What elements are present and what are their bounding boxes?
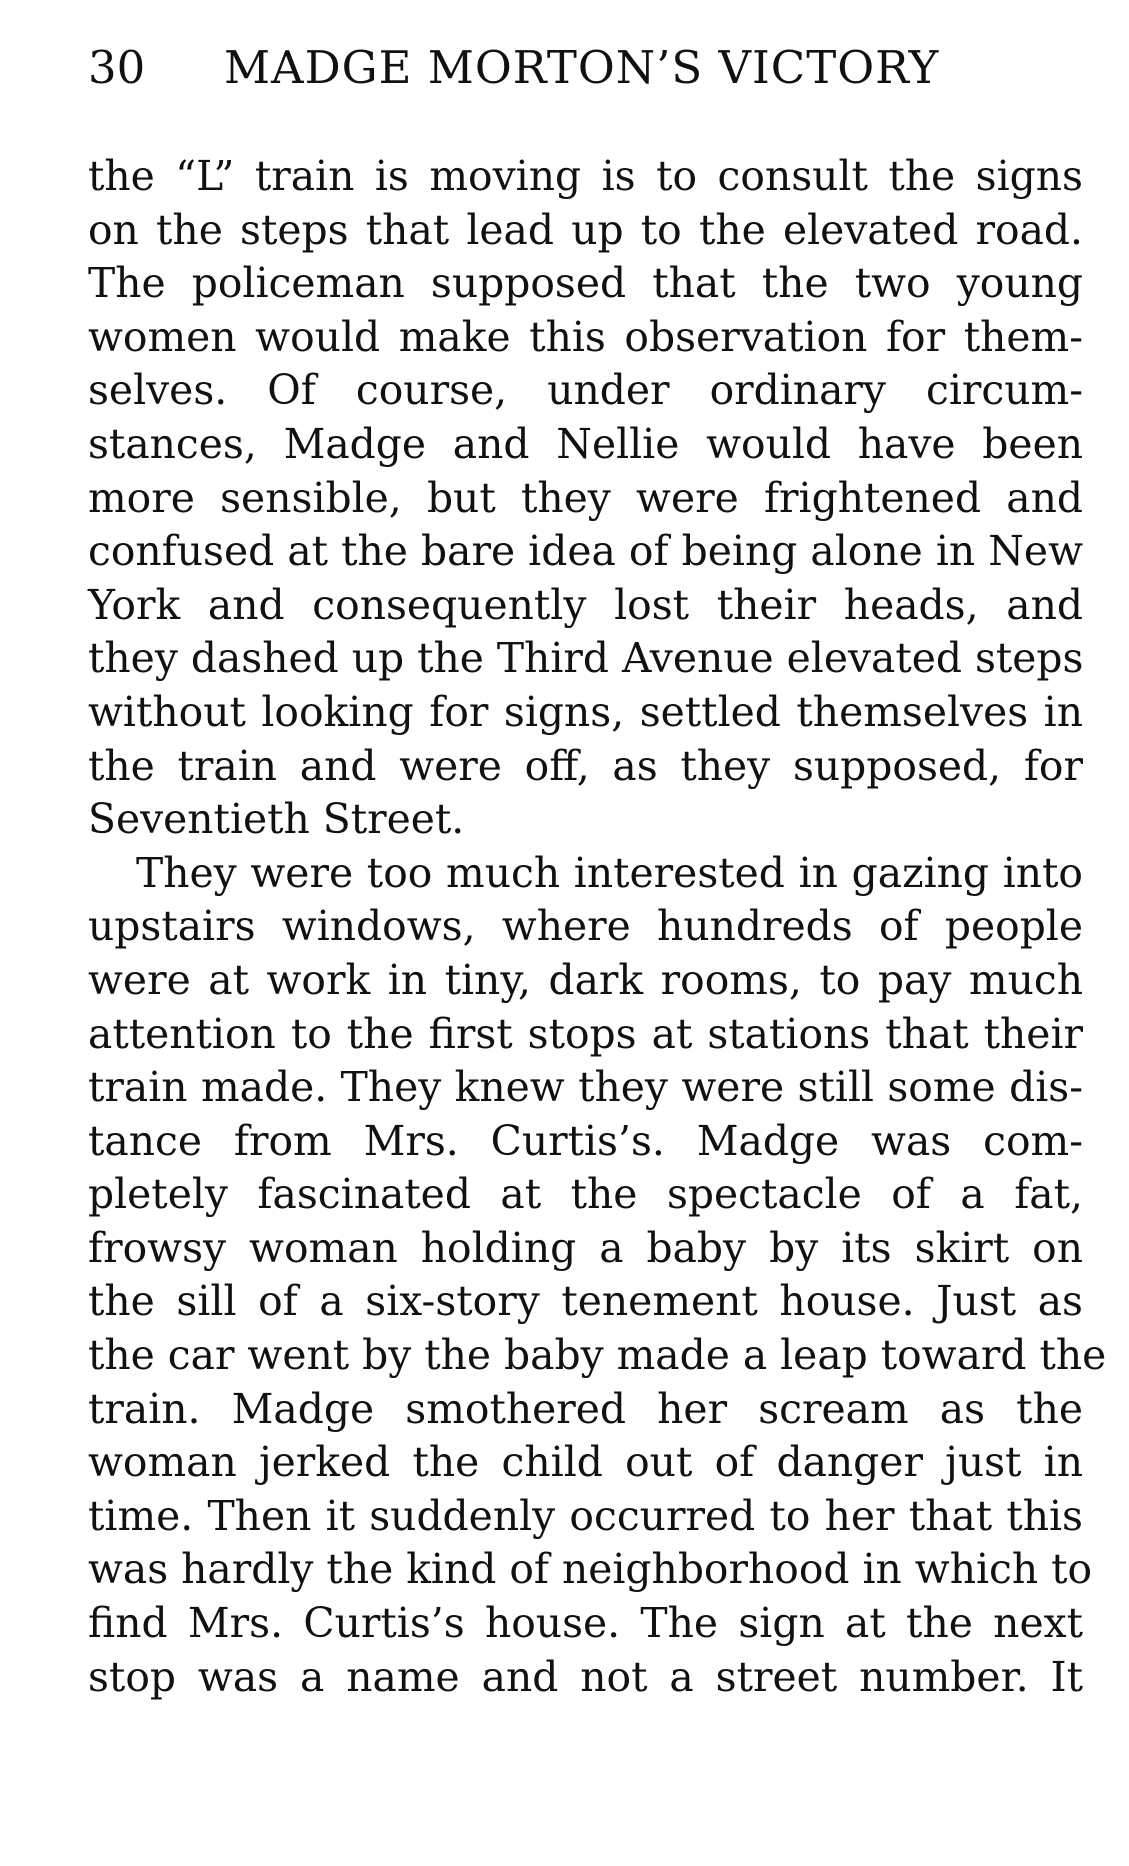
text-line: selves. Of course, under ordinary circum-: [88, 366, 1083, 415]
text-line: more sensible, but they were frightened and: [88, 473, 1083, 522]
text-line: tance from Mrs. Curtis’s. Madge was com-: [88, 1116, 1083, 1165]
running-title: MADGE MORTON’S VICTORY: [224, 41, 940, 94]
running-header: [88, 38, 1088, 98]
text-line: The policeman supposed that the two young: [88, 259, 1083, 308]
text-line: Seventieth Street.: [88, 795, 465, 844]
text-line: the “L” train is moving is to consult the signs: [88, 152, 1083, 200]
text-line: confused at the bare idea of being alone in New: [88, 527, 1083, 576]
text-line: the car went by the baby made a leap toward the: [88, 1331, 1107, 1380]
text-line: time. Then it suddenly occurred to her that this: [88, 1491, 1083, 1540]
body-text: [88, 150, 1107, 1704]
text-line: they dashed up the Third Avenue elevated steps: [88, 634, 1084, 683]
paragraph-1: [88, 150, 1083, 847]
text-line: pletely fascinated at the spectacle of a fat,: [88, 1170, 1083, 1219]
text-line: women would make this observation for them-: [88, 312, 1083, 361]
text-line: frowsy woman holding a baby by its skirt on: [88, 1223, 1083, 1272]
text-line: on the steps that lead up to the elevated road.: [88, 205, 1083, 254]
text-line: York and consequently lost their heads, and: [88, 580, 1083, 629]
text-line: the sill of a six-story tenement house. Just as: [88, 1277, 1083, 1326]
text-line: They were too much interested in gazing into: [136, 848, 1083, 897]
text-line: train made. They knew they were still some dis-: [88, 1063, 1083, 1112]
text-line: stances, Madge and Nellie would have been: [88, 419, 1083, 468]
text-line: the train and were off, as they supposed, for: [88, 741, 1083, 790]
text-line: find Mrs. Curtis’s house. The sign at the next: [88, 1599, 1083, 1648]
text-line: attention to the first stops at stations that their: [88, 1009, 1083, 1058]
text-line: stop was a name and not a street number. It: [88, 1652, 1083, 1701]
text-line: upstairs windows, where hundreds of people: [88, 902, 1083, 951]
paragraph-2: [88, 847, 1107, 1705]
text-line: were at work in tiny, dark rooms, to pay much: [88, 955, 1083, 1004]
text-line: train. Madge smothered her scream as the: [88, 1384, 1083, 1433]
text-line: woman jerked the child out of danger just in: [88, 1438, 1083, 1487]
page-number: 30: [88, 41, 146, 94]
text-line: was hardly the kind of neighborhood in which to: [88, 1545, 1093, 1594]
text-line: without looking for signs, settled themselves in: [88, 687, 1083, 736]
